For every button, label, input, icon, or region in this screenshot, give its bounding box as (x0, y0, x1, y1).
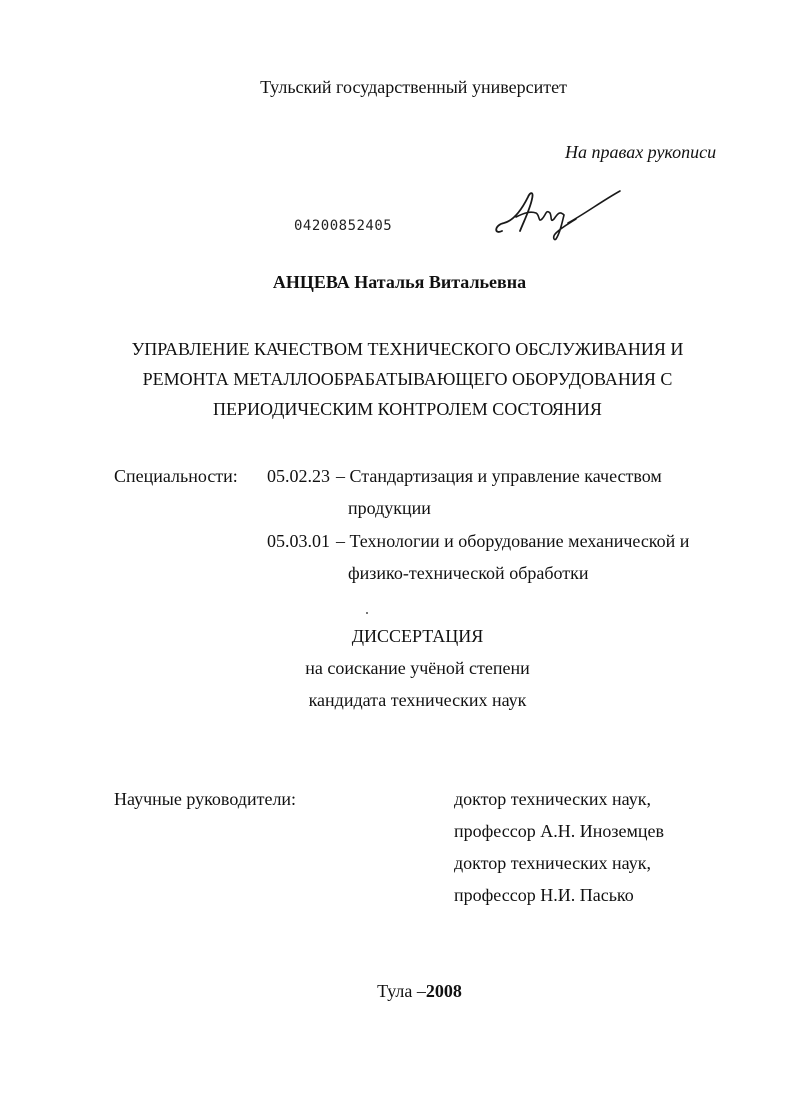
city: Тула (377, 981, 413, 1001)
signature-stroke-flourish (568, 191, 620, 223)
supervisor-line: профессор Н.И. Пасько (454, 885, 634, 905)
author-surname: АНЦЕВА (272, 272, 350, 292)
city-year-separator: – (416, 981, 426, 1001)
thesis-type: ДИССЕРТАЦИЯ (351, 626, 484, 646)
specialty-name: – Технологии и оборудование механической и (336, 531, 690, 551)
thesis-purpose: на соискание учёной степени (305, 658, 530, 678)
scan-speck (366, 612, 368, 614)
specialty-code: 05.03.01 (267, 531, 330, 551)
supervisor-line: доктор технических наук, (454, 789, 651, 809)
title-line: РЕМОНТА МЕТАЛЛООБРАБАТЫВАЮЩЕГО ОБОРУДОВАНИЯ С (142, 369, 673, 389)
specialty-name: – Стандартизация и управление качеством (336, 466, 662, 486)
author-name (2, 271, 795, 293)
title-line: ПЕРИОДИЧЕСКИМ КОНТРОЛЕМ СОСТОЯНИЯ (213, 399, 602, 419)
specialty-name-continued: продукции (348, 498, 431, 518)
author-given-names: Наталья Витальевна (354, 272, 527, 292)
specialties-label: Специальности: (114, 466, 238, 486)
university-name: Тульский государственный университет (260, 77, 567, 97)
signature-stroke-letters (516, 212, 576, 240)
specialty-name-continued: физико-технической обработки (348, 563, 589, 583)
city-year (22, 980, 795, 1002)
supervisors-label: Научные руководители: (114, 789, 297, 809)
manuscript-rights: На правах рукописи (565, 142, 717, 162)
specialty-code: 05.02.23 (267, 466, 330, 486)
year: 2008 (425, 981, 462, 1001)
supervisor-line: доктор технических наук, (454, 853, 651, 873)
title-line: УПРАВЛЕНИЕ КАЧЕСТВОМ ТЕХНИЧЕСКОГО ОБСЛУЖИВАНИЯ И (131, 339, 684, 359)
thesis-degree: кандидата технических наук (308, 690, 527, 710)
signature-icon (490, 183, 630, 245)
dissertation-title (0, 334, 795, 424)
supervisor-line: профессор А.Н. Иноземцев (454, 821, 664, 841)
inventory-number: 04200852405 (294, 218, 393, 234)
